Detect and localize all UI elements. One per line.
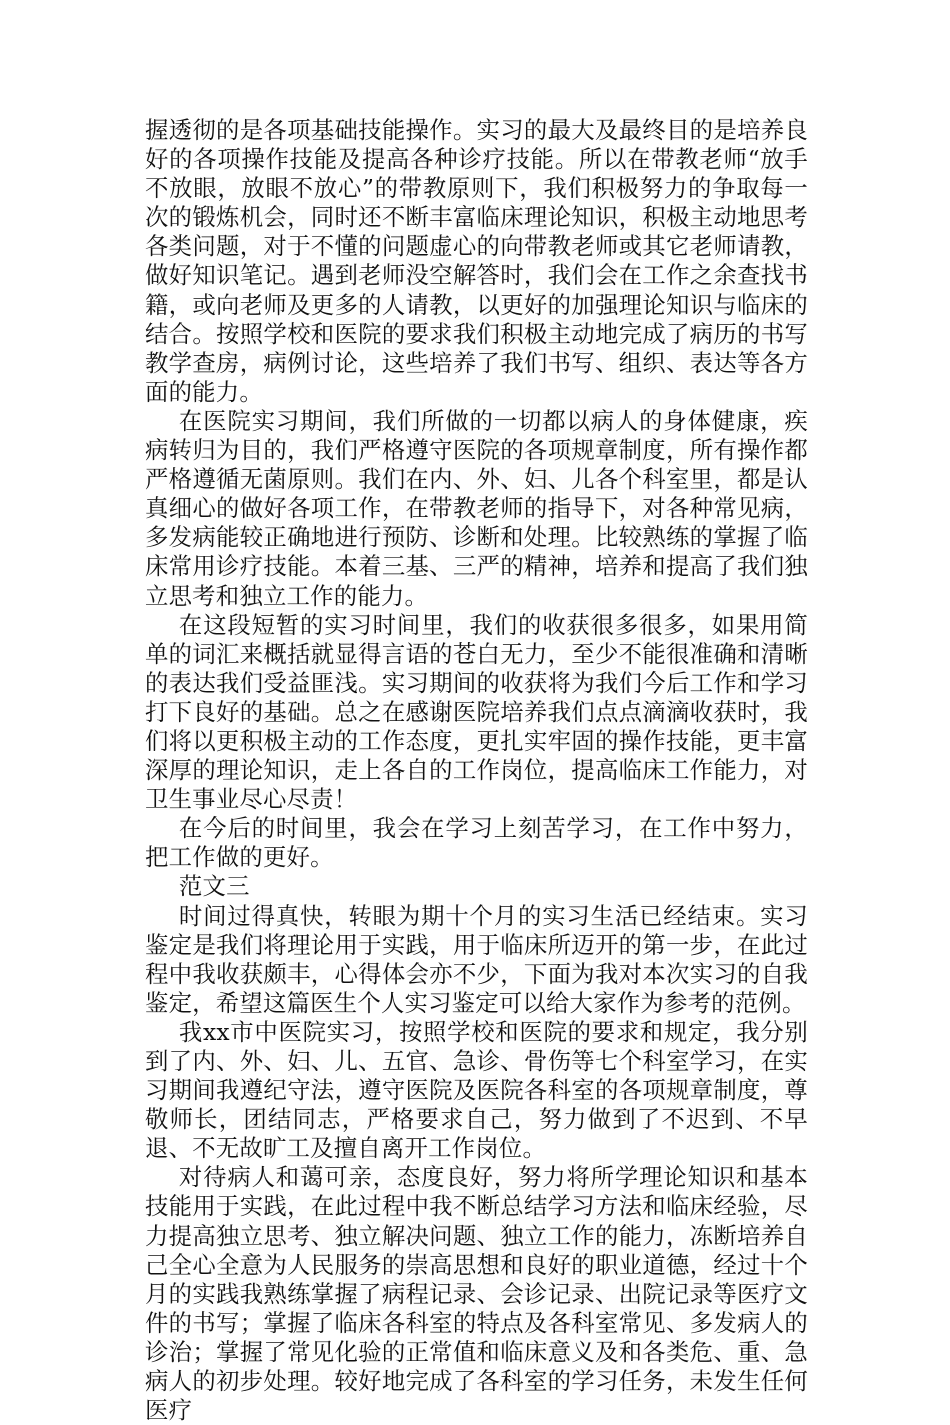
paragraph-future: 在今后的时间里，我会在学习上刻苦学习，在工作中努力，把工作做的更好。 (145, 814, 808, 872)
paragraph-harvest: 在这段短暂的实习时间里，我们的收获很多很多，如果用简单的词汇来概括就显得言语的苍白无力，至少不能很准确和清晰的表达我们受益匪浅。实习期间的收获将为我们今后工作和学习打下良好的基础。总之在感谢医院培养我们点点滴滴收获时，我们将以更积极主动的工作态度，更扎实牢固的操作技能，更丰富深厚的理论知识，走上各自的工作岗位，提高临床工作能力，对卫生事业尽心尽责！ (145, 610, 808, 814)
paragraph-time-flies: 时间过得真快，转眼为期十个月的实习生活已经结束。实习鉴定是我们将理论用于实践，用于临床所迈开的第一步，在此过程中我收获颇丰，心得体会亦不少，下面为我对本次实习的自我鉴定，希望这篇医生个人实习鉴定可以给大家作为参考的范例。 (145, 901, 808, 1017)
paragraph-departments: 我xx市中医院实习，按照学校和医院的要求和规定，我分别到了内、外、妇、儿、五官、急诊、骨伤等七个科室学习，在实习期间我遵纪守法，遵守医院及医院各科室的各项规章制度，尊敬师长，团结同志，严格要求自己，努力做到了不迟到、不早退、不无故旷工及擅自离开工作岗位。 (145, 1017, 808, 1163)
section-heading-example-three: 范文三 (178, 872, 250, 901)
paragraph-patient-care: 对待病人和蔼可亲，态度良好，努力将所学理论知识和基本技能用于实践，在此过程中我不断总结学习方法和临床经验，尽力提高独立思考、独立解决问题、独立工作的能力，冻断培养自己全心全意为人民服务的崇高思想和良好的职业道德，经过十个月的实践我熟练掌握了病程记录、会诊记录、出院记录等医疗文件的书写；掌握了临床各科室的特点及各科室常见、多发病人的诊治；掌握了常见化验的正常值和临床意义及和各类危、重、急病人的初步处理。较好地完成了各科室的学习任务，未发生任何医疗 (145, 1163, 808, 1425)
paragraph-hospital-internship: 在医院实习期间，我们所做的一切都以病人的身体健康，疾病转归为目的，我们严格遵守医院的各项规章制度，所有操作都严格遵循无菌原则。我们在内、外、妇、儿各个科室里，都是认真细心的做好各项工作，在带教老师的指导下，对各种常见病，多发病能较正确地进行预防、诊断和处理。比较熟练的掌握了临床常用诊疗技能。本着三基、三严的精神，培养和提高了我们独立思考和独立工作的能力。 (145, 406, 808, 610)
paragraph-continued-skills: 握透彻的是各项基础技能操作。实习的最大及最终目的是培养良好的各项操作技能及提高各种诊疗技能。所以在带教老师“放手不放眼，放眼不放心”的带教原则下，我们积极努力的争取每一次的锻炼机会，同时还不断丰富临床理论知识，积极主动地思考各类问题，对于不懂的问题虚心的向带教老师或其它老师请教，做好知识笔记。遇到老师没空解答时，我们会在工作之余查找书籍，或向老师及更多的人请教，以更好的加强理论知识与临床的结合。按照学校和医院的要求我们积极主动地完成了病历的书写教学查房，病例讨论，这些培养了我们书写、组织、表达等各方面的能力。 (145, 116, 808, 406)
body-text (145, 116, 808, 1425)
